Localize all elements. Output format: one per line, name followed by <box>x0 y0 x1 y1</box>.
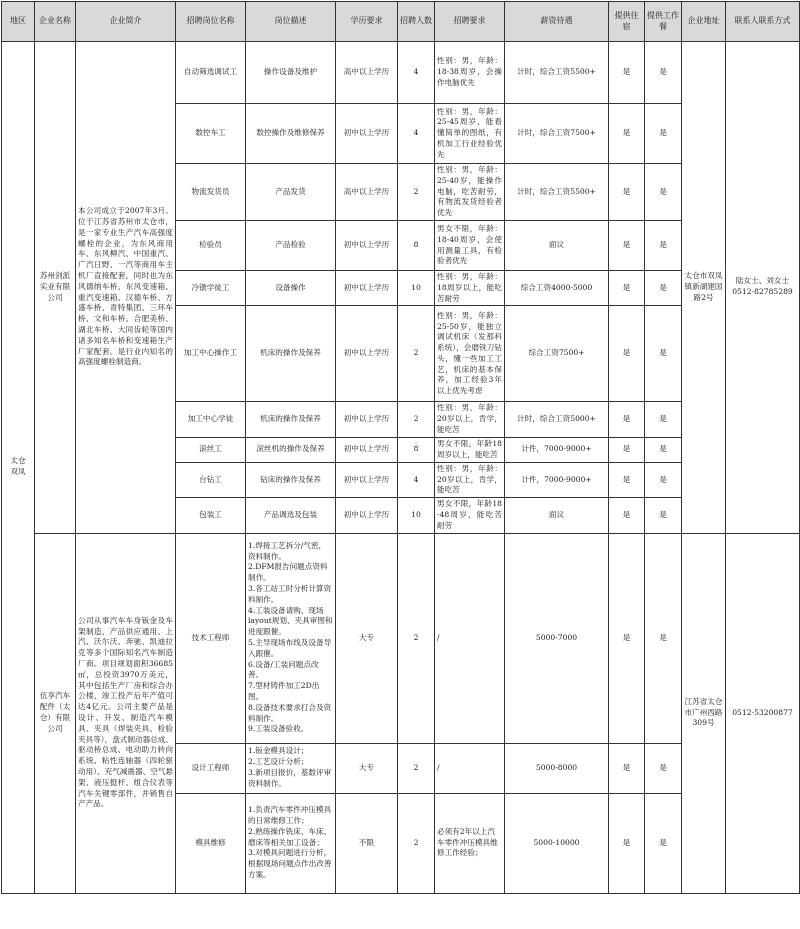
job-lodging: 是 <box>609 402 645 437</box>
header-region: 地区 <box>2 2 35 42</box>
job-meal: 是 <box>645 533 682 743</box>
job-title: 加工中心操作工 <box>176 306 246 402</box>
job-desc: 操作设备及维护 <box>246 42 336 104</box>
job-education: 不限 <box>336 793 398 893</box>
job-salary: 计时，综合工资5500+ <box>505 164 609 221</box>
job-salary: 面议 <box>505 221 609 271</box>
header-headcount: 招聘人数 <box>398 2 435 42</box>
company-name: 伍享汽车配件（太仓）有限公司 <box>35 533 76 893</box>
job-salary: 5000-10000 <box>505 793 609 893</box>
job-requirements: 性别：男，年龄：25-50岁，能独立调试机床（发那科系统），会磨铣刀钻头，懂一些加工工艺，机床的基本保养，加工经验3年以上优先考虑 <box>435 306 505 402</box>
job-lodging: 是 <box>609 104 645 164</box>
company-contact: 0512-53200877 <box>726 533 800 893</box>
company-intro: 公司从事汽车车身钣金及车架制造，产品供应通用、上汽、沃尔沃、奔驰、凯迪拉克等多个国际知名汽车制造厂商。项目规划面积36685㎡，总投资3970万美元，其中包括生产厂房和综合办公楼，竣工投产后年产值可达4亿元。公司主要产品是设计、开发、制造汽车模具、夹具（焊装夹具、检验夹具等），盘式制动器总成、驱动桥总成、电动助力转向系统、粘性连轴器（四轮驱动用）、充气减震器、空气悬架、液压挺杆、组合仪表等汽车关键零部件，并销售自产产品。 <box>76 533 176 893</box>
region-cell: 太仓双凤 <box>2 42 35 894</box>
header-requirements: 招聘要求 <box>435 2 505 42</box>
job-salary: 计时，综合工资5500+ <box>505 42 609 104</box>
job-salary: 面议 <box>505 498 609 533</box>
job-requirements: 男女不限，年龄：18-40周岁，会使用测量工具，有检验者优先 <box>435 221 505 271</box>
job-lodging: 是 <box>609 42 645 104</box>
job-requirements: 男女不限，年龄18-48周岁，能吃苦耐劳 <box>435 498 505 533</box>
job-title: 技术工程师 <box>176 533 246 743</box>
job-meal: 是 <box>645 793 682 893</box>
table-row <box>2 533 800 743</box>
job-lodging: 是 <box>609 306 645 402</box>
job-requirements: 性别：男，年龄：20岁以上，肯学，能吃苦 <box>435 402 505 437</box>
job-meal: 是 <box>645 743 682 793</box>
job-title: 冷镦学徒工 <box>176 271 246 306</box>
job-meal: 是 <box>645 42 682 104</box>
header-job-desc: 岗位描述 <box>246 2 336 42</box>
job-desc-line: 3.各工站工时分析计算资料制作。 <box>248 584 332 604</box>
job-title: 数控车工 <box>176 104 246 164</box>
job-meal: 是 <box>645 498 682 533</box>
job-lodging: 是 <box>609 271 645 306</box>
job-salary: 5000-8000 <box>505 743 609 793</box>
job-meal: 是 <box>645 437 682 462</box>
company-address: 太仓市双凤镇新湖建国路2号 <box>682 42 726 534</box>
job-lodging: 是 <box>609 462 645 497</box>
job-requirements: 性别：男，年龄：18周岁以上，能吃苦耐劳 <box>435 271 505 306</box>
job-desc-line: 1.负责汽车零件冲压模具的日常维修工作； <box>248 805 332 826</box>
job-lodging: 是 <box>609 437 645 462</box>
job-title: 物流发货员 <box>176 164 246 221</box>
header-contact: 联系人联系方式 <box>726 2 800 42</box>
job-title: 自动筛选调试工 <box>176 42 246 104</box>
job-lodging: 是 <box>609 221 645 271</box>
job-headcount: 2 <box>398 533 435 743</box>
job-desc <box>246 743 336 793</box>
job-title: 设计工程师 <box>176 743 246 793</box>
job-education: 大专 <box>336 743 398 793</box>
header-company-name: 企业名称 <box>35 2 76 42</box>
job-title: 包装工 <box>176 498 246 533</box>
job-education: 初中以上学历 <box>336 306 398 402</box>
job-headcount: 4 <box>398 462 435 497</box>
job-headcount: 10 <box>398 498 435 533</box>
company-name: 苏州剑派实业有限公司 <box>35 42 76 534</box>
job-meal: 是 <box>645 402 682 437</box>
recruitment-table <box>1 1 800 894</box>
job-desc-line: 1.钣金模具设计； <box>248 746 309 756</box>
job-desc-line: 5.主导现场布线及设备导入跟催。 <box>248 638 332 658</box>
job-desc-line: 9.工装设备验收。 <box>248 724 309 734</box>
job-education: 初中以上学历 <box>336 221 398 271</box>
job-desc-line: 7.型材铸件加工2D出图。 <box>248 681 320 702</box>
job-desc: 滚丝机的操作及保养 <box>246 437 336 462</box>
company-intro: 本公司成立于2007年3月。位于江苏省苏州市太仓市，是一家专业生产汽车高强度螺栓的企业，为东风商用车、东风柳汽、中国重汽、广汽日野、一汽等商用车主机厂直接配套，同时也为东风德纳车桥、东风变速箱、重汽变速箱、汉德车桥、方盛车桥、青特集团、三环车桥、文和车桥、合肥美桥、湖北车桥、大同齿轮等国内诸多知名车桥和变速箱生产厂家配套。是行业内知名的高强度螺栓制造商。 <box>76 42 176 534</box>
header-salary: 薪资待遇 <box>505 2 609 42</box>
job-desc-line: 3.对模具问题进行分析，根据现场问题点作出改善方案。 <box>248 848 332 880</box>
job-salary: 综合工资4000-5000 <box>505 271 609 306</box>
job-education: 初中以上学历 <box>336 498 398 533</box>
header-lodging: 提供住宿 <box>609 2 645 42</box>
job-title: 台钻工 <box>176 462 246 497</box>
job-requirements: / <box>435 743 505 793</box>
header-address: 企业地址 <box>682 2 726 42</box>
job-desc: 设备操作 <box>246 271 336 306</box>
job-headcount: 2 <box>398 306 435 402</box>
job-title: 加工中心学徒 <box>176 402 246 437</box>
company-contact: 陆女士、刘女士 0512-82785289 <box>726 42 800 534</box>
job-desc: 产品检验 <box>246 221 336 271</box>
job-education: 初中以上学历 <box>336 462 398 497</box>
job-headcount: 4 <box>398 42 435 104</box>
job-requirements: 性别：男，年龄：25-40岁，能操作电脑，吃苦耐劳，有物流发货经验者优先 <box>435 164 505 221</box>
header-row <box>2 2 800 42</box>
job-requirements: 性别：男，年龄：18-38周岁，会操作电脑优先 <box>435 42 505 104</box>
job-desc-line: 2.工艺设计分析； <box>248 757 309 767</box>
job-requirements: 性别：男，年龄：25-45周岁，能看懂简单的图纸，有机加工行业经验优先 <box>435 104 505 164</box>
job-headcount: 2 <box>398 402 435 437</box>
job-lodging: 是 <box>609 498 645 533</box>
table-row <box>2 42 800 104</box>
header-company-intro: 企业简介 <box>76 2 176 42</box>
job-meal: 是 <box>645 462 682 497</box>
job-desc: 产品调选及包装 <box>246 498 336 533</box>
job-lodging: 是 <box>609 164 645 221</box>
job-meal: 是 <box>645 306 682 402</box>
company-address: 江苏省太仓市广州西路309号 <box>682 533 726 893</box>
header-education: 学历要求 <box>336 2 398 42</box>
job-desc-line: 3.新项目报价，基数评审资料制作。 <box>248 768 332 788</box>
job-meal: 是 <box>645 104 682 164</box>
job-meal: 是 <box>645 164 682 221</box>
job-requirements: 必须有2年以上汽车零件冲压模具维修工作经验； <box>435 793 505 893</box>
job-education: 初中以上学历 <box>336 104 398 164</box>
job-requirements: 男女不限，年龄18周岁以上，能吃苦 <box>435 437 505 462</box>
job-education: 大专 <box>336 533 398 743</box>
job-headcount: 2 <box>398 743 435 793</box>
job-education: 初中以上学历 <box>336 437 398 462</box>
job-desc: 机床的操作及保养 <box>246 402 336 437</box>
job-lodging: 是 <box>609 743 645 793</box>
job-desc-line: 1.焊接工艺拆分/气密，资料制作。 <box>248 540 327 561</box>
job-desc <box>246 793 336 893</box>
job-education: 高中以上学历 <box>336 164 398 221</box>
job-desc-line: 6.设备/工装问题点改善。 <box>248 659 319 680</box>
job-headcount: 2 <box>398 164 435 221</box>
job-education: 高中以上学历 <box>336 42 398 104</box>
job-desc: 机床的操作及保养 <box>246 306 336 402</box>
job-headcount: 8 <box>398 437 435 462</box>
job-salary: 综合工资7500+ <box>505 306 609 402</box>
job-title: 检验员 <box>176 221 246 271</box>
job-salary: 计时，综合工资5000+ <box>505 402 609 437</box>
job-desc: 产品发货 <box>246 164 336 221</box>
job-salary: 计时，综合工资7500+ <box>505 104 609 164</box>
job-salary: 5000-7000 <box>505 533 609 743</box>
job-headcount: 8 <box>398 221 435 271</box>
job-headcount: 10 <box>398 271 435 306</box>
job-lodging: 是 <box>609 793 645 893</box>
header-job-title: 招聘岗位名称 <box>176 2 246 42</box>
job-salary: 计件，7000-9000+ <box>505 462 609 497</box>
job-headcount: 2 <box>398 793 435 893</box>
job-desc-line: 2.DFM报告问题点资料制作。 <box>248 562 328 583</box>
job-meal: 是 <box>645 271 682 306</box>
job-title: 模具维修 <box>176 793 246 893</box>
job-education: 初中以上学历 <box>336 271 398 306</box>
job-title: 滚丝工 <box>176 437 246 462</box>
job-headcount: 4 <box>398 104 435 164</box>
job-meal: 是 <box>645 221 682 271</box>
job-desc-line: 4.工装设备请购、现场layout规划、夹具审图和进度跟催。 <box>248 605 333 637</box>
job-requirements: / <box>435 533 505 743</box>
job-desc-line: 2.熟练操作铣床、车床、磨床等相关加工设备； <box>248 826 332 847</box>
job-desc <box>246 533 336 743</box>
job-desc: 数控操作及维修保养 <box>246 104 336 164</box>
job-requirements: 性别：男，年龄：20岁以上，肯学，能吃苦 <box>435 462 505 497</box>
job-lodging: 是 <box>609 533 645 743</box>
job-education: 初中以上学历 <box>336 402 398 437</box>
job-desc: 钻床的操作及保养 <box>246 462 336 497</box>
header-meal: 提供工作餐 <box>645 2 682 42</box>
job-salary: 计件，7000-9000+ <box>505 437 609 462</box>
job-desc-line: 8.设备技术要求打合及资料制作。 <box>248 702 332 723</box>
